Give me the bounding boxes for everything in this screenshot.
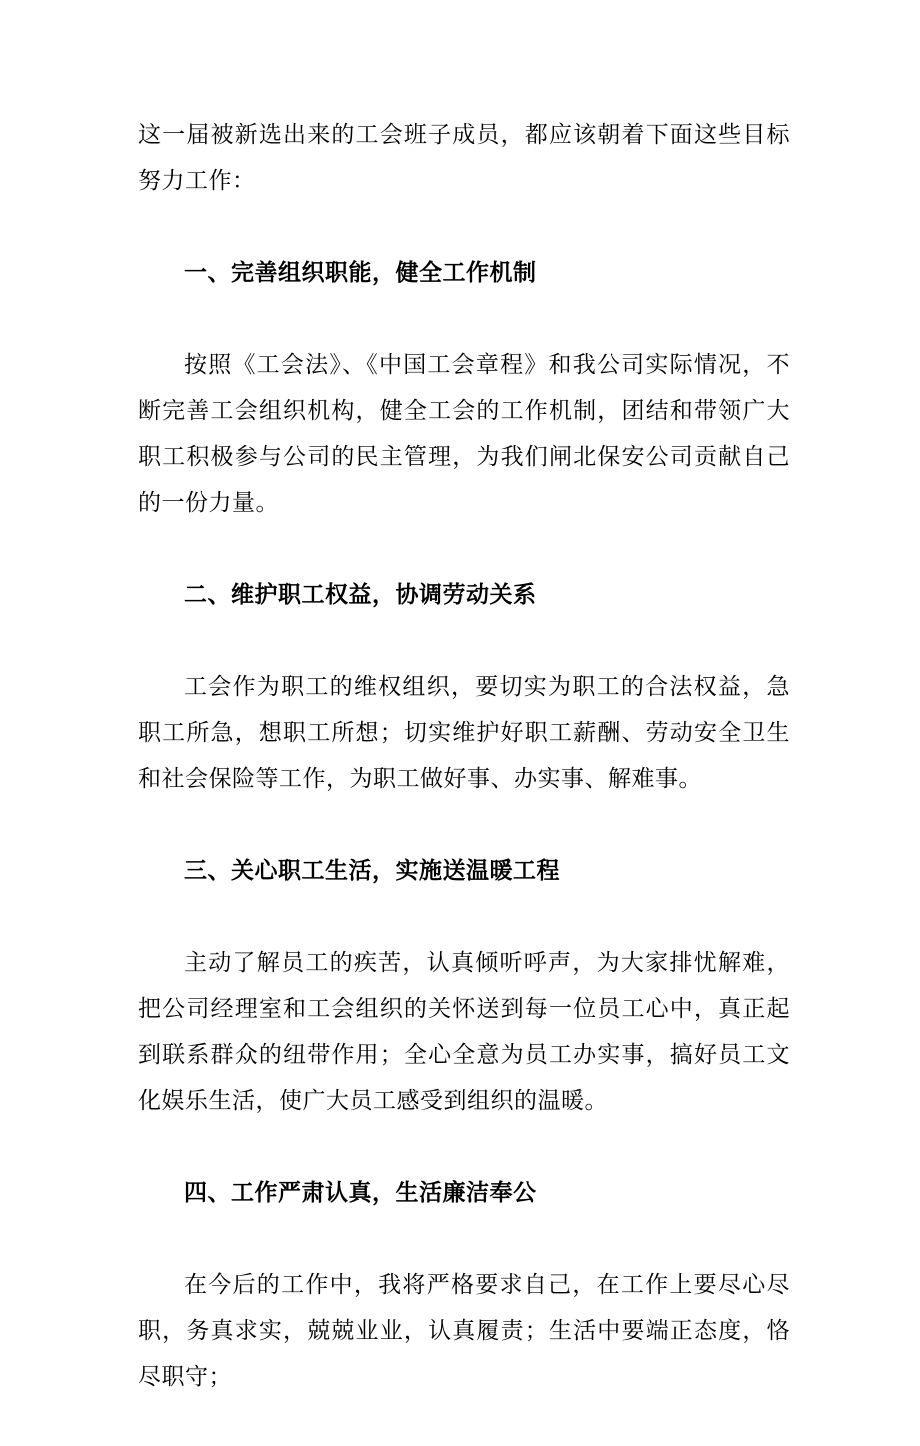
- section-body-3: 主动了解员工的疾苦，认真倾听呼声，为大家排忧解难，把公司经理室和工会组织的关怀送到每一位员工心中，真正起到联系群众的纽带作用；全心全意为员工办实事，搞好员工文化娱乐生活，使广大员工感受到组织的温暖。: [138, 950, 790, 1114]
- section-heading-3: 三、关心职工生活，实施送温暖工程: [184, 857, 560, 884]
- section-heading-4: 四、工作严肃认真，生活廉洁奉公: [184, 1179, 537, 1206]
- section-body-2: 工会作为职工的维权组织，要切实为职工的合法权益，急职工所急，想职工所想；切实维护好职工薪酬、劳动安全卫生和社会保险等工作，为职工做好事、办实事、解难事。: [138, 674, 790, 792]
- section-heading-1: 一、完善组织职能，健全工作机制: [184, 259, 537, 286]
- section-body-1: 按照《工会法》、《中国工会章程》和我公司实际情况，不断完善工会组织机构，健全工会的工作机制，团结和带领广大职工积极参与公司的民主管理，为我们闸北保安公司贡献自己的一份力量。: [138, 352, 790, 516]
- intro-paragraph: 这一届被新选出来的工会班子成员，都应该朝着下面这些目标努力工作：: [138, 122, 790, 194]
- section-body-4: 在今后的工作中，我将严格要求自己，在工作上要尽心尽职，务真求实，兢兢业业，认真履责；生活中要端正态度，恪尽职守；: [138, 1272, 790, 1390]
- section-heading-2: 二、维护职工权益，协调劳动关系: [184, 581, 537, 608]
- document-page: [138, 112, 790, 1446]
